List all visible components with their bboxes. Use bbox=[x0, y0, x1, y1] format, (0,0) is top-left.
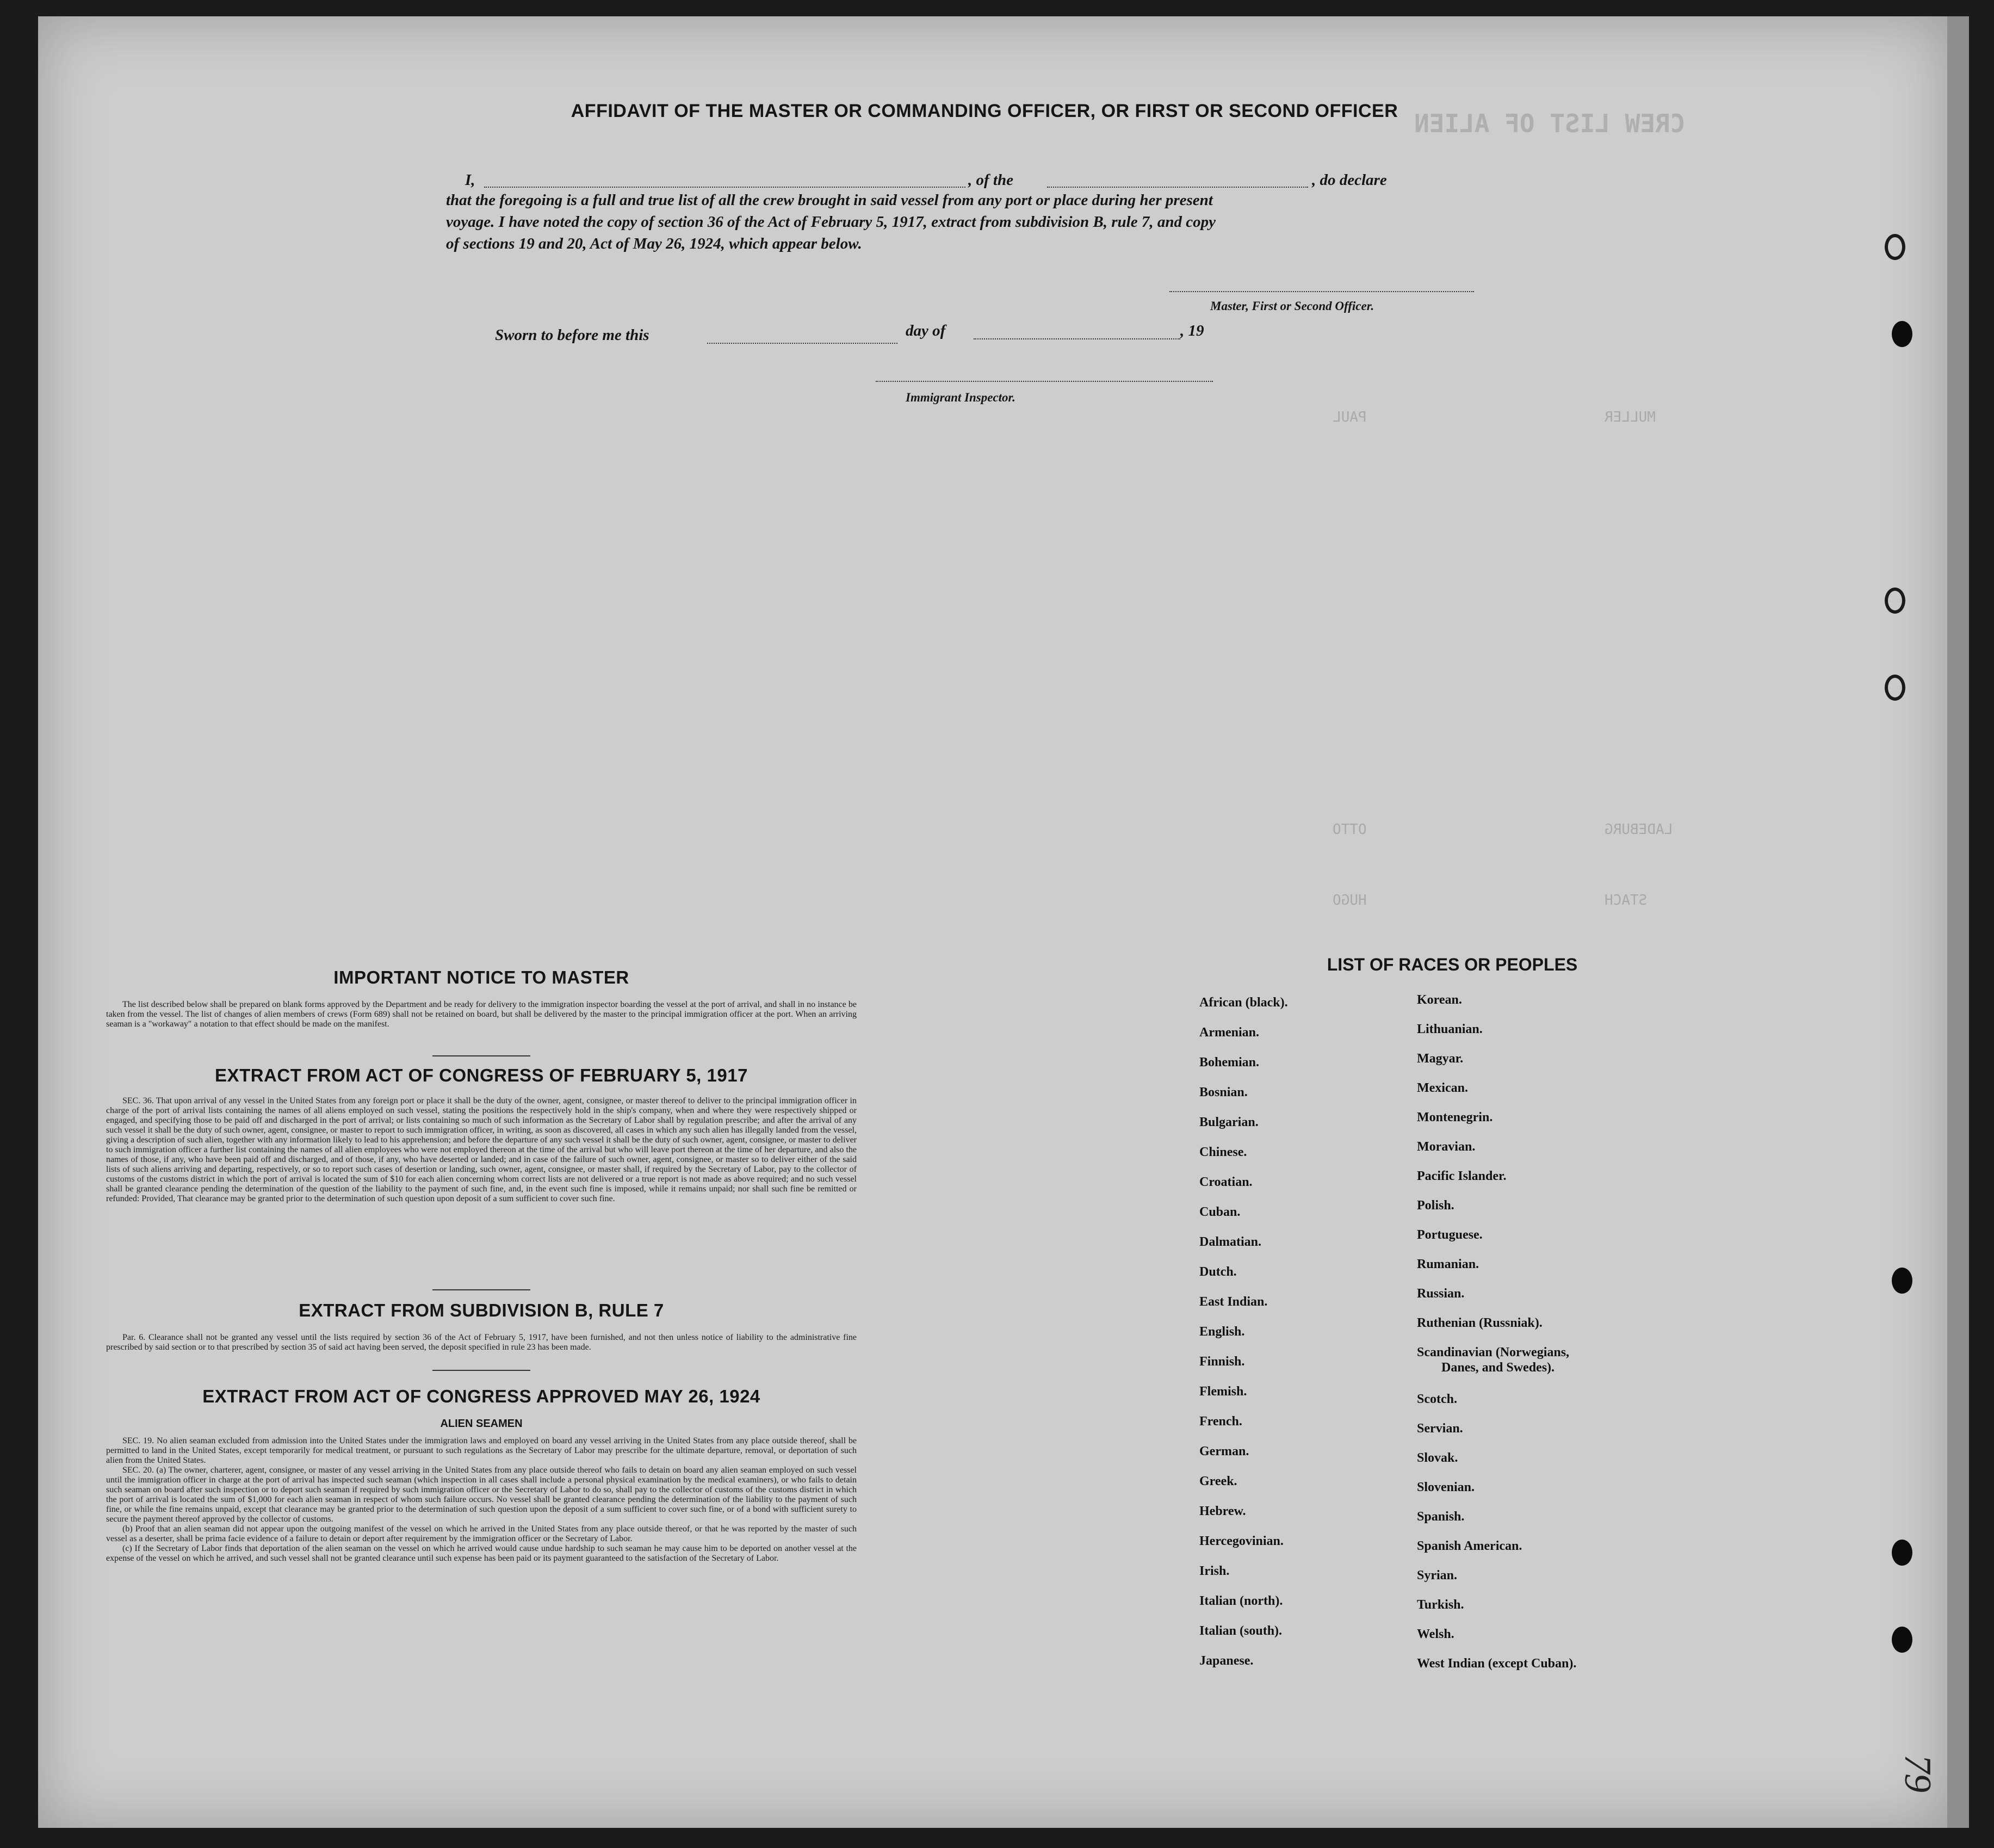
act-1924-text bbox=[106, 1436, 857, 1563]
race-item: Magyar. bbox=[1417, 1052, 1464, 1066]
vessel-fill-line bbox=[1047, 187, 1308, 188]
races-title: LIST OF RACES OR PEOPLES bbox=[1327, 955, 1578, 974]
race-item: Danes, and Swedes). bbox=[1441, 1361, 1555, 1375]
par-6-paragraph: Par. 6. Clearance shall not be granted any vessel until the lists required by section 36 of the Act of February 5, 1917, have been furnished, and not then unless notice of liability to the administrative fine prescribed by said section or to that prescribed by section 35 of said act having been served, the deposit specified in rule 23 has been made. bbox=[106, 1333, 857, 1352]
race-item: Ruthenian (Russniak). bbox=[1417, 1316, 1543, 1330]
race-item: French. bbox=[1199, 1414, 1242, 1429]
inspector-line bbox=[876, 381, 1213, 382]
race-item: Rumanian. bbox=[1417, 1257, 1479, 1271]
alien-seamen-subtitle: ALIEN SEAMEN bbox=[440, 1418, 523, 1430]
affidavit-i: I, bbox=[465, 171, 475, 189]
race-item: Welsh. bbox=[1417, 1627, 1454, 1641]
sec-20b-paragraph: (b) Proof that an alien seaman did not appear upon the outgoing manifest of the vessel on which he arrived in the United States from any place outside thereof, or that he was reported by the master of such vessel as a deserter, shall be prima facie evidence of a failure to detain or deport after requirement by the immigration officer or the Secretary of Labor. bbox=[106, 1524, 857, 1543]
section-divider bbox=[432, 1055, 530, 1056]
race-item: Finnish. bbox=[1199, 1355, 1245, 1369]
bleed-through-row: STACH bbox=[1605, 892, 1648, 908]
binder-hole bbox=[1892, 1540, 1912, 1566]
race-item: Montenegrin. bbox=[1417, 1110, 1493, 1124]
sec-20a-paragraph: SEC. 20. (a) The owner, charterer, agent, consignee, or master of any vessel arriving in the United States from any place outside thereof who fails to detain on board any alien seaman employed on such vessel until the immigration officer in charge at the port of arrival has inspected such seaman (which inspection in all cases shall include a personal physical examination by the medical examiners), or who fails to detain such seaman on board after such inspection or to deport such seaman if required by such immigration officer or the Secretary of Labor to do so, shall pay to the collector of customs of the customs district in which the port of arrival is located the sum of $1,000 for each alien seaman in respect of whom such failure occurs. No vessel shall be granted clearance pending the determination of the liability to the payment of such fine, or while the fine remains unpaid, except that clearance may be granted prior to the determination of such question upon the deposit of a sum sufficient to cover such fine, or of a bond with sufficient surety to secure the payment thereof approved by the collector of customs. bbox=[106, 1466, 857, 1524]
binder-hole bbox=[1892, 1268, 1912, 1294]
binder-hole bbox=[1892, 321, 1912, 347]
margin-page-mark: 79 bbox=[1897, 1754, 1939, 1793]
bleed-through-row: MULLER bbox=[1605, 409, 1656, 425]
race-item: Irish. bbox=[1199, 1564, 1230, 1578]
sworn-day-line bbox=[707, 343, 897, 344]
sec-20c-paragraph: (c) If the Secretary of Labor finds that deportation of the alien seaman on the vessel on which he arrived would cause undue hardship to such seaman he may cause him to be deported on another vessel at the expense of the vessel on which he arrived, and such vessel shall not be granted clearance until such expense has been paid or its payment guaranteed to the satisfaction of the Secretary of Labor. bbox=[106, 1544, 857, 1563]
race-item: Spanish American. bbox=[1417, 1539, 1522, 1553]
affidavit-of-the: , of the bbox=[968, 171, 1013, 189]
act-1917-text bbox=[106, 1096, 857, 1204]
race-item: Spanish. bbox=[1417, 1510, 1465, 1524]
bleed-through-row: PAUL bbox=[1333, 409, 1367, 425]
race-item: Japanese. bbox=[1199, 1654, 1254, 1668]
notice-text bbox=[106, 1000, 857, 1029]
race-item: Cuban. bbox=[1199, 1205, 1241, 1219]
name-fill-line bbox=[484, 187, 965, 188]
race-item: Dalmatian. bbox=[1199, 1235, 1261, 1249]
race-item: Chinese. bbox=[1199, 1145, 1247, 1159]
race-item: Bulgarian. bbox=[1199, 1115, 1259, 1129]
race-item: Syrian. bbox=[1417, 1568, 1458, 1583]
race-item: Flemish. bbox=[1199, 1385, 1247, 1399]
race-item: Russian. bbox=[1417, 1287, 1465, 1301]
affidavit-line-2: that the foregoing is a full and true list of all the crew brought in said vessel from any port or place during her present bbox=[446, 191, 1213, 209]
binder-hole bbox=[1885, 234, 1905, 260]
act-1917-title: EXTRACT FROM ACT OF CONGRESS OF FEBRUARY 5, 1917 bbox=[215, 1065, 748, 1085]
sworn-label: Sworn to before me this bbox=[495, 326, 649, 344]
section-divider bbox=[432, 1289, 530, 1290]
binder-hole bbox=[1885, 675, 1905, 701]
signature-line bbox=[1169, 291, 1474, 292]
race-item: Slovak. bbox=[1417, 1451, 1458, 1465]
race-item: English. bbox=[1199, 1325, 1245, 1339]
bleed-through-row: LADEBURG bbox=[1605, 821, 1673, 838]
bleed-through-row: OTTO bbox=[1333, 821, 1367, 838]
notice-paragraph: The list described below shall be prepared on blank forms approved by the Department and be ready for delivery to the immigration inspector boarding the vessel at the port of arrival, and shall in no instance be taken from the vessel. The list of changes of alien members of crews (Form 689) shall not be retained on board, but shall be delivered by the master to the principal immigration officer at the port. When an arriving seaman is a "workaway" a notation to that effect should be made on the manifest. bbox=[106, 1000, 857, 1029]
race-item: Scandinavian (Norwegians, bbox=[1417, 1345, 1570, 1359]
race-item: Moravian. bbox=[1417, 1140, 1476, 1154]
race-item: Greek. bbox=[1199, 1474, 1237, 1488]
bleed-through-row: HUGO bbox=[1333, 892, 1367, 908]
binder-hole bbox=[1885, 588, 1905, 614]
rule-7-title: EXTRACT FROM SUBDIVISION B, RULE 7 bbox=[299, 1300, 664, 1320]
sec-36-paragraph: SEC. 36. That upon arrival of any vessel in the United States from any foreign port or place it shall be the duty of the owner, agent, consignee, or master thereof to deliver to the principal immigration officer in charge of the port of arrival lists containing the names of all aliens employed on such vessel, stating the positions the respectively hold in the ship's company, when and where they were respectively shipped or engaged, and specifying those to be paid off and discharged in the port of arrival; or lists containing so much of such information as the Secretary of Labor shall by regulation prescribe; and after the arrival of any such vessel it shall be the duty of such owner, agent, consignee, or master to report to such immigration officer, in writing, as soon as discovered, all cases in which any such alien has illegally landed from the vessel, giving a description of such alien, together with any information likely to lead to his apprehension; and before the departure of any such vessel it shall be the duty of such owner, agent, consignee, or master to deliver to such immigration officer a further list containing the names of all alien employees who were not employed thereon at the time of the arrival but who will leave port thereon at the time of her departure, and also the names of those, if any, who have been paid off and discharged, and of those, if any, who have deserted or landed; and in case of the failure of such owner, agent, consignee, or master so to deliver either of the said lists of such aliens arriving and departing, respectively, or so to report such cases of desertion or landing, such owner, agent, consignee, or master shall, if required by the Secretary of Labor, pay to the collector of customs of the customs district in which the port of arrival is located the sum of $10 for each alien concerning whom correct lists are not delivered or a true report is not made as above required; and no such vessel shall be granted clearance pending the determination of the question of the liability to the payment of such fine, and, in the event such fine is imposed, while it remains unpaid; nor shall such fine be remitted or refunded: Provided, That clearance may be granted prior to the determination of such question upon deposit of a sum sufficient to cover such fine. bbox=[106, 1096, 857, 1203]
race-item: Hebrew. bbox=[1199, 1504, 1246, 1518]
race-item: Scotch. bbox=[1417, 1392, 1457, 1406]
race-item: Servian. bbox=[1417, 1421, 1463, 1436]
affidavit-line-4: of sections 19 and 20, Act of May 26, 1924, which appear below. bbox=[446, 235, 862, 252]
race-item: Turkish. bbox=[1417, 1598, 1464, 1612]
race-item: German. bbox=[1199, 1444, 1249, 1458]
race-item: Bosnian. bbox=[1199, 1085, 1248, 1099]
section-divider bbox=[432, 1370, 530, 1371]
race-item: Croatian. bbox=[1199, 1175, 1253, 1189]
race-item: Bohemian. bbox=[1199, 1055, 1260, 1070]
race-item: Dutch. bbox=[1199, 1265, 1237, 1279]
affidavit-title: AFFIDAVIT OF THE MASTER OR COMMANDING OFFICER, OR FIRST OR SECOND OFFICER bbox=[571, 101, 1398, 121]
year-label: , 19 bbox=[1180, 322, 1204, 339]
race-item: Pacific Islander. bbox=[1417, 1169, 1507, 1183]
bleed-through-heading: CREW LIST OF ALIEN bbox=[1414, 109, 1686, 138]
race-item: Slovenian. bbox=[1417, 1480, 1475, 1494]
sworn-month-line bbox=[974, 338, 1180, 339]
notice-title: IMPORTANT NOTICE TO MASTER bbox=[333, 967, 629, 987]
act-1924-title: EXTRACT FROM ACT OF CONGRESS APPROVED MAY 26, 1924 bbox=[202, 1386, 760, 1406]
race-item: Italian (north). bbox=[1199, 1594, 1283, 1608]
race-item: Armenian. bbox=[1199, 1025, 1259, 1040]
race-item: East Indian. bbox=[1199, 1295, 1268, 1309]
race-item: Polish. bbox=[1417, 1198, 1454, 1213]
race-item: Hercegovinian. bbox=[1199, 1534, 1284, 1548]
binding-strip bbox=[1947, 16, 1969, 1828]
race-item: Mexican. bbox=[1417, 1081, 1468, 1095]
affidavit-declare: , do declare bbox=[1312, 171, 1387, 189]
race-item: Lithuanian. bbox=[1417, 1022, 1483, 1036]
rule-7-text bbox=[106, 1333, 857, 1352]
race-item: African (black). bbox=[1199, 996, 1288, 1010]
race-item: Korean. bbox=[1417, 993, 1462, 1007]
signer-label: Master, First or Second Officer. bbox=[1210, 299, 1374, 313]
race-item: West Indian (except Cuban). bbox=[1417, 1657, 1577, 1671]
inspector-label: Immigrant Inspector. bbox=[906, 391, 1015, 404]
binder-hole bbox=[1892, 1627, 1912, 1653]
race-item: Portuguese. bbox=[1417, 1228, 1483, 1242]
affidavit-line-3: voyage. I have noted the copy of section 36 of the Act of February 5, 1917, extract from subdivision B, rule 7, and copy bbox=[446, 213, 1216, 231]
sec-19-paragraph: SEC. 19. No alien seaman excluded from admission into the United States under the immigration laws and employed on board any vessel arriving in the United States from any place outside thereof, shall be permitted to land in the United States, except temporarily for medical treatment, or pursuant to such regulations as the Secretary of Labor may prescribe for the ultimate departure, removal, or deportation of such alien from the United States. bbox=[106, 1436, 857, 1465]
day-of-label: day of bbox=[906, 322, 946, 339]
race-item: Italian (south). bbox=[1199, 1624, 1283, 1638]
